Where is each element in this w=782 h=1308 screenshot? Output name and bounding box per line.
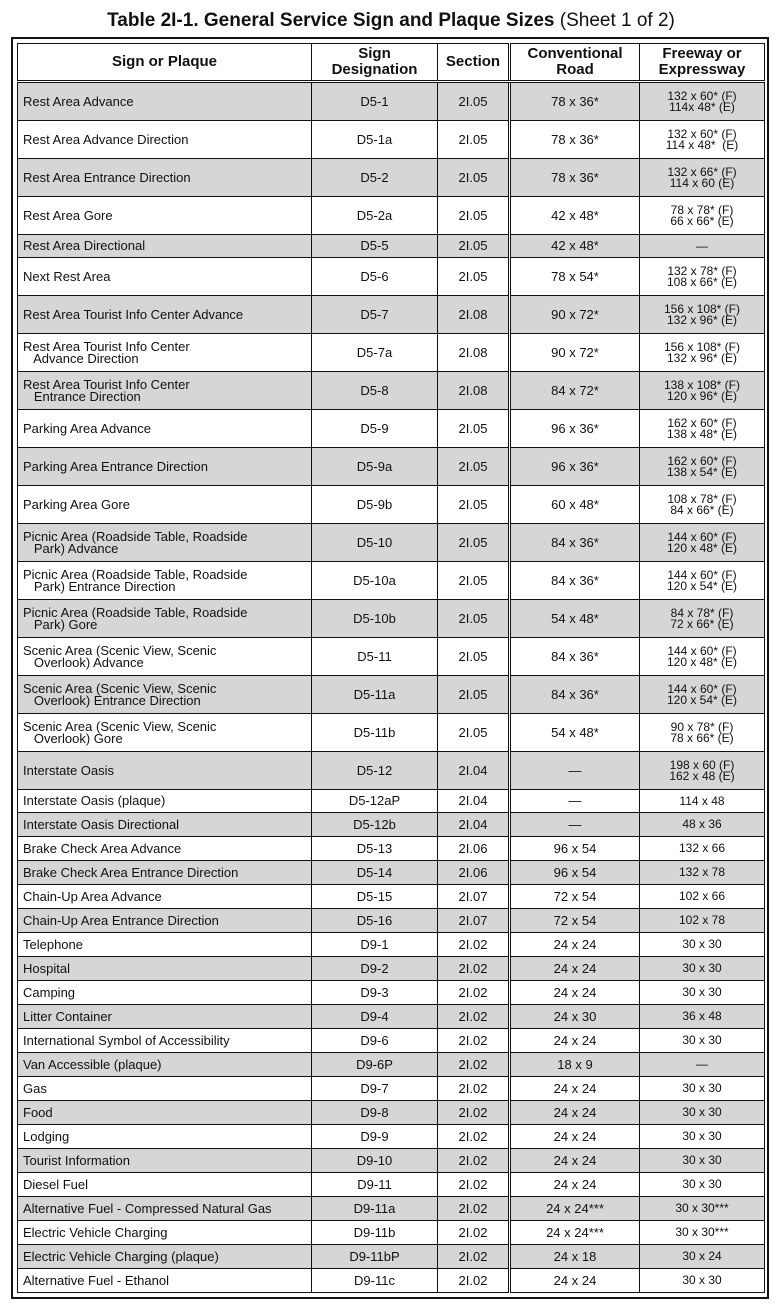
cell-conventional-road: 96 x 36* — [510, 448, 640, 486]
table-row — [18, 957, 765, 981]
cell-freeway-expressway: 156 x 108* (F) 132 x 96* (E) — [640, 296, 765, 334]
cell-sign-or-plaque: Alternative Fuel - Compressed Natural Gas — [18, 1197, 312, 1221]
cell-sign-designation: D5-2 — [312, 159, 438, 197]
cell-sign-or-plaque: Lodging — [18, 1125, 312, 1149]
cell-sign-designation: D5-7 — [312, 296, 438, 334]
table-row — [18, 235, 765, 258]
cell-sign-designation: D9-8 — [312, 1101, 438, 1125]
cell-sign-designation: D9-7 — [312, 1077, 438, 1101]
table-row — [18, 638, 765, 676]
table-row — [18, 676, 765, 714]
cell-section: 2I.07 — [438, 909, 510, 933]
table-row — [18, 1245, 765, 1269]
table-row — [18, 790, 765, 813]
cell-section: 2I.08 — [438, 372, 510, 410]
cell-freeway-expressway: 198 x 60 (F) 162 x 48 (E) — [640, 752, 765, 790]
table-row — [18, 372, 765, 410]
cell-conventional-road: — — [510, 752, 640, 790]
table-row — [18, 258, 765, 296]
cell-sign-or-plaque: Hospital — [18, 957, 312, 981]
cell-sign-or-plaque: Picnic Area (Roadside Table, Roadside Park) Advance — [18, 524, 312, 562]
cell-section: 2I.04 — [438, 752, 510, 790]
cell-sign-or-plaque: Gas — [18, 1077, 312, 1101]
cell-freeway-expressway: 132 x 66* (F) 114 x 60 (E) — [640, 159, 765, 197]
cell-sign-designation: D5-6 — [312, 258, 438, 296]
cell-freeway-expressway: 30 x 30 — [640, 981, 765, 1005]
cell-sign-or-plaque: Rest Area Tourist Info Center Entrance Direction — [18, 372, 312, 410]
cell-freeway-expressway: 30 x 30 — [640, 1077, 765, 1101]
cell-sign-or-plaque: Chain-Up Area Entrance Direction — [18, 909, 312, 933]
cell-freeway-expressway: 48 x 36 — [640, 813, 765, 837]
cell-section: 2I.05 — [438, 410, 510, 448]
cell-freeway-expressway: 132 x 78 — [640, 861, 765, 885]
cell-freeway-expressway: 144 x 60* (F) 120 x 48* (E) — [640, 524, 765, 562]
cell-section: 2I.02 — [438, 1125, 510, 1149]
cell-sign-designation: D9-10 — [312, 1149, 438, 1173]
cell-sign-or-plaque: Brake Check Area Advance — [18, 837, 312, 861]
cell-section: 2I.05 — [438, 82, 510, 121]
cell-freeway-expressway: 132 x 60* (F) 114x 48* (E) — [640, 82, 765, 121]
cell-conventional-road: 24 x 24 — [510, 1125, 640, 1149]
cell-freeway-expressway: 156 x 108* (F) 132 x 96* (E) — [640, 334, 765, 372]
cell-freeway-expressway: 30 x 30 — [640, 1173, 765, 1197]
cell-sign-or-plaque: Diesel Fuel — [18, 1173, 312, 1197]
cell-conventional-road: 24 x 24 — [510, 1269, 640, 1293]
cell-section: 2I.05 — [438, 638, 510, 676]
cell-sign-designation: D9-9 — [312, 1125, 438, 1149]
table-row — [18, 837, 765, 861]
cell-sign-or-plaque: Rest Area Tourist Info Center Advance Direction — [18, 334, 312, 372]
cell-sign-designation: D5-13 — [312, 837, 438, 861]
cell-section: 2I.05 — [438, 486, 510, 524]
cell-freeway-expressway: 30 x 30 — [640, 933, 765, 957]
cell-sign-or-plaque: Tourist Information — [18, 1149, 312, 1173]
cell-conventional-road: 42 x 48* — [510, 197, 640, 235]
cell-conventional-road: 24 x 24 — [510, 1029, 640, 1053]
table-row — [18, 1149, 765, 1173]
cell-sign-designation: D5-9 — [312, 410, 438, 448]
cell-sign-designation: D5-12aP — [312, 790, 438, 813]
cell-sign-designation: D5-5 — [312, 235, 438, 258]
cell-section: 2I.05 — [438, 600, 510, 638]
cell-conventional-road: 96 x 54 — [510, 837, 640, 861]
header-sign-designation: Sign Designation — [312, 44, 438, 82]
cell-sign-or-plaque: Scenic Area (Scenic View, Scenic Overlook) Gore — [18, 714, 312, 752]
cell-freeway-expressway: 30 x 30 — [640, 1101, 765, 1125]
cell-sign-or-plaque: Next Rest Area — [18, 258, 312, 296]
cell-section: 2I.05 — [438, 197, 510, 235]
cell-freeway-expressway: 144 x 60* (F) 120 x 54* (E) — [640, 676, 765, 714]
cell-conventional-road: 96 x 36* — [510, 410, 640, 448]
cell-section: 2I.02 — [438, 1221, 510, 1245]
table-row — [18, 1053, 765, 1077]
cell-section: 2I.07 — [438, 885, 510, 909]
cell-sign-or-plaque: Electric Vehicle Charging — [18, 1221, 312, 1245]
cell-sign-designation: D9-11 — [312, 1173, 438, 1197]
cell-freeway-expressway: 30 x 30 — [640, 1125, 765, 1149]
cell-conventional-road: 24 x 24 — [510, 1077, 640, 1101]
table-row — [18, 1269, 765, 1293]
cell-sign-or-plaque: Telephone — [18, 933, 312, 957]
cell-freeway-expressway: 108 x 78* (F) 84 x 66* (E) — [640, 486, 765, 524]
cell-section: 2I.05 — [438, 676, 510, 714]
cell-section: 2I.05 — [438, 448, 510, 486]
cell-conventional-road: 18 x 9 — [510, 1053, 640, 1077]
cell-conventional-road: 24 x 24 — [510, 981, 640, 1005]
cell-sign-designation: D5-12 — [312, 752, 438, 790]
cell-conventional-road: 78 x 36* — [510, 82, 640, 121]
cell-conventional-road: 84 x 72* — [510, 372, 640, 410]
cell-section: 2I.02 — [438, 957, 510, 981]
cell-sign-designation: D5-2a — [312, 197, 438, 235]
cell-section: 2I.05 — [438, 121, 510, 159]
cell-conventional-road: 54 x 48* — [510, 600, 640, 638]
cell-sign-or-plaque: Interstate Oasis (plaque) — [18, 790, 312, 813]
cell-conventional-road: 78 x 36* — [510, 159, 640, 197]
cell-sign-or-plaque: Rest Area Tourist Info Center Advance — [18, 296, 312, 334]
cell-section: 2I.02 — [438, 1029, 510, 1053]
cell-sign-or-plaque: Brake Check Area Entrance Direction — [18, 861, 312, 885]
cell-conventional-road: 24 x 24*** — [510, 1221, 640, 1245]
cell-conventional-road: 60 x 48* — [510, 486, 640, 524]
cell-section: 2I.02 — [438, 981, 510, 1005]
cell-conventional-road: 84 x 36* — [510, 562, 640, 600]
cell-freeway-expressway: 114 x 48 — [640, 790, 765, 813]
cell-sign-designation: D9-1 — [312, 933, 438, 957]
table-title — [0, 8, 782, 34]
cell-sign-or-plaque: Chain-Up Area Advance — [18, 885, 312, 909]
cell-conventional-road: 90 x 72* — [510, 334, 640, 372]
table-row — [18, 524, 765, 562]
cell-sign-or-plaque: Rest Area Directional — [18, 235, 312, 258]
cell-sign-designation: D9-4 — [312, 1005, 438, 1029]
cell-sign-designation: D9-6 — [312, 1029, 438, 1053]
table-row — [18, 486, 765, 524]
table-row — [18, 334, 765, 372]
cell-sign-designation: D5-1 — [312, 82, 438, 121]
cell-section: 2I.02 — [438, 1197, 510, 1221]
cell-sign-or-plaque: Picnic Area (Roadside Table, Roadside Park) Gore — [18, 600, 312, 638]
cell-sign-designation: D5-1a — [312, 121, 438, 159]
cell-sign-designation: D5-12b — [312, 813, 438, 837]
table-row — [18, 933, 765, 957]
cell-freeway-expressway: 36 x 48 — [640, 1005, 765, 1029]
cell-conventional-road: 84 x 36* — [510, 638, 640, 676]
cell-section: 2I.02 — [438, 1149, 510, 1173]
cell-freeway-expressway: — — [640, 235, 765, 258]
cell-sign-or-plaque: Rest Area Entrance Direction — [18, 159, 312, 197]
table-row — [18, 885, 765, 909]
table-row — [18, 600, 765, 638]
cell-conventional-road: 54 x 48* — [510, 714, 640, 752]
cell-sign-or-plaque: Rest Area Gore — [18, 197, 312, 235]
cell-conventional-road: 24 x 24 — [510, 1173, 640, 1197]
table-row — [18, 296, 765, 334]
cell-section: 2I.05 — [438, 562, 510, 600]
table-row — [18, 1173, 765, 1197]
cell-conventional-road: 24 x 24*** — [510, 1197, 640, 1221]
cell-conventional-road: 78 x 36* — [510, 121, 640, 159]
cell-freeway-expressway: 162 x 60* (F) 138 x 54* (E) — [640, 448, 765, 486]
cell-section: 2I.05 — [438, 258, 510, 296]
cell-conventional-road: 96 x 54 — [510, 861, 640, 885]
table-row — [18, 1101, 765, 1125]
cell-section: 2I.02 — [438, 1245, 510, 1269]
cell-conventional-road: 90 x 72* — [510, 296, 640, 334]
cell-sign-or-plaque: Scenic Area (Scenic View, Scenic Overlook) Entrance Direction — [18, 676, 312, 714]
cell-section: 2I.04 — [438, 790, 510, 813]
table-row — [18, 1077, 765, 1101]
cell-sign-or-plaque: Interstate Oasis Directional — [18, 813, 312, 837]
cell-section: 2I.05 — [438, 235, 510, 258]
cell-sign-or-plaque: Rest Area Advance — [18, 82, 312, 121]
cell-conventional-road: 78 x 54* — [510, 258, 640, 296]
cell-freeway-expressway: 144 x 60* (F) 120 x 54* (E) — [640, 562, 765, 600]
header-section: Section — [438, 44, 510, 82]
cell-section: 2I.02 — [438, 1269, 510, 1293]
cell-freeway-expressway: 30 x 30 — [640, 1149, 765, 1173]
cell-conventional-road: 24 x 18 — [510, 1245, 640, 1269]
cell-freeway-expressway: 30 x 24 — [640, 1245, 765, 1269]
table-row — [18, 82, 765, 121]
header-freeway-expressway: Freeway or Expressway — [640, 44, 765, 82]
table-row — [18, 1005, 765, 1029]
cell-section: 2I.02 — [438, 1173, 510, 1197]
cell-sign-designation: D5-9a — [312, 448, 438, 486]
cell-sign-or-plaque: Interstate Oasis — [18, 752, 312, 790]
table-header-row — [18, 44, 765, 82]
cell-sign-or-plaque: Alternative Fuel - Ethanol — [18, 1269, 312, 1293]
cell-freeway-expressway: 102 x 66 — [640, 885, 765, 909]
cell-freeway-expressway: 102 x 78 — [640, 909, 765, 933]
cell-section: 2I.06 — [438, 861, 510, 885]
table-row — [18, 1125, 765, 1149]
header-sign-or-plaque: Sign or Plaque — [18, 44, 312, 82]
table-row — [18, 1221, 765, 1245]
cell-sign-or-plaque: International Symbol of Accessibility — [18, 1029, 312, 1053]
table-title-main: Table 2I-1. General Service Sign and Plaque Sizes — [107, 10, 555, 31]
cell-section: 2I.08 — [438, 334, 510, 372]
cell-freeway-expressway: 144 x 60* (F) 120 x 48* (E) — [640, 638, 765, 676]
table-row — [18, 159, 765, 197]
cell-freeway-expressway: 138 x 108* (F) 120 x 96* (E) — [640, 372, 765, 410]
cell-section: 2I.04 — [438, 813, 510, 837]
cell-sign-or-plaque: Electric Vehicle Charging (plaque) — [18, 1245, 312, 1269]
cell-conventional-road: 72 x 54 — [510, 909, 640, 933]
table-row — [18, 909, 765, 933]
cell-conventional-road: 84 x 36* — [510, 676, 640, 714]
cell-sign-or-plaque: Parking Area Gore — [18, 486, 312, 524]
cell-section: 2I.02 — [438, 1053, 510, 1077]
cell-conventional-road: 24 x 24 — [510, 1149, 640, 1173]
cell-sign-designation: D9-6P — [312, 1053, 438, 1077]
table-row — [18, 714, 765, 752]
cell-sign-designation: D5-10b — [312, 600, 438, 638]
table-row — [18, 448, 765, 486]
cell-sign-designation: D5-14 — [312, 861, 438, 885]
cell-sign-or-plaque: Food — [18, 1101, 312, 1125]
cell-sign-designation: D9-11b — [312, 1221, 438, 1245]
cell-section: 2I.05 — [438, 524, 510, 562]
cell-section: 2I.02 — [438, 933, 510, 957]
cell-conventional-road: 72 x 54 — [510, 885, 640, 909]
cell-freeway-expressway: 30 x 30 — [640, 1029, 765, 1053]
cell-conventional-road: 42 x 48* — [510, 235, 640, 258]
cell-sign-designation: D9-11c — [312, 1269, 438, 1293]
cell-sign-designation: D9-11bP — [312, 1245, 438, 1269]
cell-sign-designation: D9-2 — [312, 957, 438, 981]
cell-freeway-expressway: 162 x 60* (F) 138 x 48* (E) — [640, 410, 765, 448]
cell-conventional-road: 24 x 24 — [510, 1101, 640, 1125]
table-row — [18, 1029, 765, 1053]
cell-freeway-expressway: 132 x 60* (F) 114 x 48* (E) — [640, 121, 765, 159]
cell-section: 2I.02 — [438, 1101, 510, 1125]
cell-sign-or-plaque: Parking Area Advance — [18, 410, 312, 448]
cell-sign-designation: D5-9b — [312, 486, 438, 524]
cell-sign-designation: D9-11a — [312, 1197, 438, 1221]
cell-sign-designation: D5-16 — [312, 909, 438, 933]
cell-freeway-expressway: — — [640, 1053, 765, 1077]
cell-sign-designation: D5-11 — [312, 638, 438, 676]
cell-sign-designation: D5-10a — [312, 562, 438, 600]
table-body — [18, 82, 765, 1293]
cell-freeway-expressway: 30 x 30*** — [640, 1221, 765, 1245]
cell-conventional-road: — — [510, 813, 640, 837]
cell-conventional-road: 24 x 30 — [510, 1005, 640, 1029]
cell-section: 2I.08 — [438, 296, 510, 334]
cell-section: 2I.02 — [438, 1077, 510, 1101]
cell-section: 2I.05 — [438, 159, 510, 197]
cell-sign-designation: D5-11b — [312, 714, 438, 752]
table-row — [18, 813, 765, 837]
cell-sign-designation: D9-3 — [312, 981, 438, 1005]
cell-sign-or-plaque: Picnic Area (Roadside Table, Roadside Park) Entrance Direction — [18, 562, 312, 600]
table-row — [18, 1197, 765, 1221]
cell-sign-or-plaque: Rest Area Advance Direction — [18, 121, 312, 159]
table-row — [18, 562, 765, 600]
cell-freeway-expressway: 90 x 78* (F) 78 x 66* (E) — [640, 714, 765, 752]
cell-freeway-expressway: 78 x 78* (F) 66 x 66* (E) — [640, 197, 765, 235]
table-row — [18, 981, 765, 1005]
cell-freeway-expressway: 132 x 66 — [640, 837, 765, 861]
cell-sign-or-plaque: Camping — [18, 981, 312, 1005]
cell-sign-designation: D5-8 — [312, 372, 438, 410]
cell-sign-designation: D5-15 — [312, 885, 438, 909]
header-conventional-road: Conventional Road — [510, 44, 640, 82]
cell-sign-or-plaque: Scenic Area (Scenic View, Scenic Overlook) Advance — [18, 638, 312, 676]
cell-sign-or-plaque: Van Accessible (plaque) — [18, 1053, 312, 1077]
cell-freeway-expressway: 30 x 30*** — [640, 1197, 765, 1221]
sign-sizes-table — [17, 43, 765, 1293]
cell-sign-or-plaque: Litter Container — [18, 1005, 312, 1029]
cell-sign-designation: D5-11a — [312, 676, 438, 714]
table-row — [18, 752, 765, 790]
cell-conventional-road: 24 x 24 — [510, 933, 640, 957]
cell-freeway-expressway: 30 x 30 — [640, 1269, 765, 1293]
cell-conventional-road: — — [510, 790, 640, 813]
cell-section: 2I.05 — [438, 714, 510, 752]
cell-section: 2I.06 — [438, 837, 510, 861]
cell-conventional-road: 24 x 24 — [510, 957, 640, 981]
table-row — [18, 121, 765, 159]
cell-freeway-expressway: 132 x 78* (F) 108 x 66* (E) — [640, 258, 765, 296]
cell-sign-designation: D5-7a — [312, 334, 438, 372]
cell-sign-designation: D5-10 — [312, 524, 438, 562]
table-title-sheet: (Sheet 1 of 2) — [554, 10, 675, 31]
cell-freeway-expressway: 84 x 78* (F) 72 x 66* (E) — [640, 600, 765, 638]
cell-section: 2I.02 — [438, 1005, 510, 1029]
table-row — [18, 410, 765, 448]
table-row — [18, 861, 765, 885]
table-row — [18, 197, 765, 235]
cell-conventional-road: 84 x 36* — [510, 524, 640, 562]
cell-sign-or-plaque: Parking Area Entrance Direction — [18, 448, 312, 486]
cell-freeway-expressway: 30 x 30 — [640, 957, 765, 981]
